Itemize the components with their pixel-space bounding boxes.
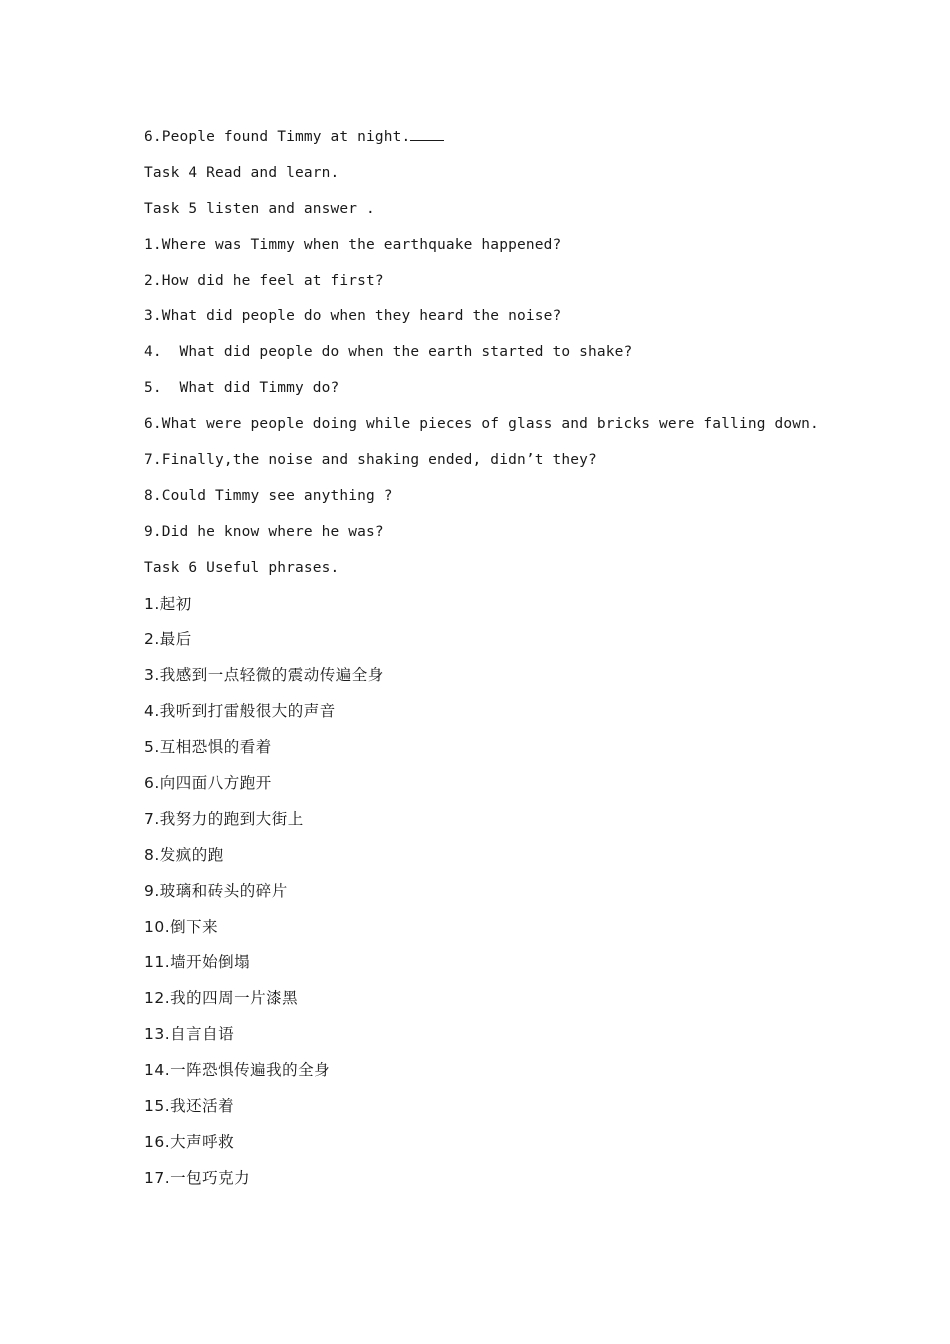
task-4-heading: Task 4 Read and learn.: [144, 164, 340, 181]
question-8: 8.Could Timmy see anything ?: [144, 487, 393, 504]
answer-blank: [410, 126, 444, 141]
task-6-heading: Task 6 Useful phrases.: [144, 559, 340, 576]
phrase-16: 16.大声呼救: [144, 1132, 235, 1151]
question-4: 4. What did people do when the earth started to shake?: [144, 344, 633, 361]
item-text: 6.People found Timmy at night.: [144, 129, 411, 145]
phrase-7: 7.我努力的跑到大街上: [144, 809, 304, 828]
question-9: 9.Did he know where he was?: [144, 523, 384, 540]
document-body: [144, 126, 904, 1203]
phrase-13: 13.自言自语: [144, 1025, 235, 1044]
phrase-4: 4.我听到打雷般很大的声音: [144, 702, 336, 721]
phrase-12: 12.我的四周一片漆黑: [144, 989, 299, 1008]
question-5: 5. What did Timmy do?: [144, 380, 340, 397]
phrase-14: 14.一阵恐惧传遍我的全身: [144, 1061, 331, 1080]
phrase-5: 5.互相恐惧的看着: [144, 738, 272, 757]
question-3: 3.What did people do when they heard the noise?: [144, 308, 562, 325]
task-5-heading: Task 5 listen and answer .: [144, 200, 375, 217]
question-7: 7.Finally,the noise and shaking ended, didn’t they?: [144, 452, 597, 469]
question-2: 2.How did he feel at first?: [144, 272, 384, 289]
phrase-8: 8.发疯的跑: [144, 845, 224, 864]
phrase-6: 6.向四面八方跑开: [144, 774, 272, 793]
question-1: 1.Where was Timmy when the earthquake happened?: [144, 236, 562, 253]
true-false-item-6: [144, 126, 904, 162]
phrase-1: 1.起初: [144, 594, 192, 613]
phrase-11: 11.墙开始倒塌: [144, 953, 251, 972]
phrase-17: 17.一包巧克力: [144, 1168, 251, 1187]
phrase-10: 10.倒下来: [144, 917, 219, 936]
phrase-2: 2.最后: [144, 630, 192, 649]
phrase-3: 3.我感到一点轻微的震动传遍全身: [144, 666, 384, 685]
question-6: 6.What were people doing while pieces of glass and bricks were falling down.: [144, 416, 819, 433]
phrase-15: 15.我还活着: [144, 1097, 235, 1116]
phrase-9: 9.玻璃和砖头的碎片: [144, 881, 288, 900]
